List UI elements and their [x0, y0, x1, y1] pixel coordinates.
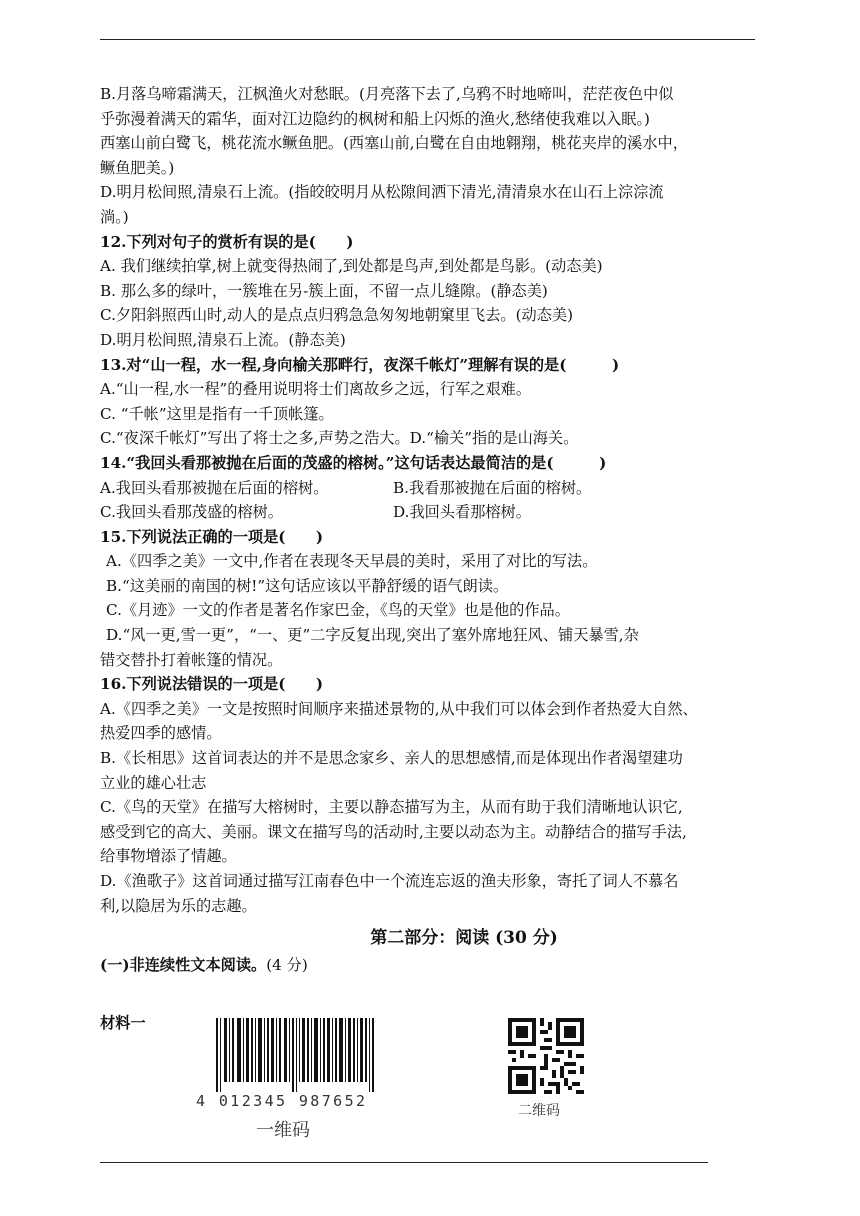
q12-option-d: D.明月松间照,清泉石上流。(静态美) [100, 330, 346, 349]
footer-rule [100, 1162, 708, 1163]
question-13: 13.对“山一程，水一程,身向榆关那畔行，夜深千帐灯”理解有误的是( ) [100, 355, 620, 374]
q12-option-a: A. 我们继续拍掌,树上就变得热闹了,到处都是鸟声,到处都是鸟影。(动态美) [100, 257, 603, 276]
q14-options-cd [100, 500, 768, 525]
option-b-line2: 乎弥漫着满天的霜华，面对江边隐约的枫树和船上闪烁的渔火,愁绪使我难以入眠。) [100, 109, 650, 128]
qr-code-image [508, 1018, 588, 1122]
barcode-caption: 一维码 [256, 1120, 310, 1141]
q16-option-d-line2: 利,以隐居为乐的志趣。 [100, 896, 257, 915]
q16-option-a-line1: A.《四季之美》一文是按照时间顺序来描述景物的,从中我们可以体会到作者热爱大自然、 [100, 699, 698, 718]
question-15: 15.下列说法正确的一项是( ) [100, 527, 324, 546]
q15-option-b: B.“这美丽的南国的树!”这句话应该以平静舒缓的语气朗读。 [106, 576, 509, 595]
barcode-digits: 4 012345 987652 [196, 1092, 368, 1110]
q16-option-b-line1: B.《长相思》这首词表达的并不是思念家乡、亲人的思想感情,而是体现出作者渴望建功 [100, 749, 683, 768]
subsection-heading [100, 953, 768, 978]
option-d-line2: 淌。) [100, 207, 129, 226]
q16-option-b-line2: 立业的雄心壮志 [100, 773, 207, 792]
question-16: 16.下列说法错误的一项是( ) [100, 675, 324, 694]
q14-option-d: D.我回头看那榕树。 [393, 503, 531, 522]
option-c-line2: 鳜鱼肥美。) [100, 158, 175, 177]
q15-option-a: A.《四季之美》一文中,作者在表现冬天早晨的美时，采用了对比的写法。 [106, 552, 598, 571]
qr-code-icon [508, 1018, 584, 1094]
q13-option-cd: C.“夜深千帐灯”写出了将士之多,声势之浩大。D.“榆关”指的是山海关。 [100, 429, 579, 448]
option-b-line1: B.月落乌啼霜满天，江枫渔火对愁眠。(月亮落下去了,乌鸦不时地啼叫，茫茫夜色中似 [100, 85, 674, 103]
q14-options-ab [100, 476, 768, 501]
subsection-heading-score: (4 分) [266, 955, 308, 974]
q16-option-a-line2: 热爱四季的感情。 [100, 724, 222, 743]
material-label: 材料一 [100, 1014, 146, 1032]
q14-option-a: A.我回头看那被抛在后面的榕树。 [100, 478, 329, 497]
question-14: 14.“我回头看那被抛在后面的茂盛的榕树。”这句话表达最简洁的是( ) [100, 453, 607, 472]
q16-option-c-line3: 给事物增添了情趣。 [100, 847, 237, 866]
q15-option-c: C.《月迹》一文的作者是著名作家巴金，《鸟的天堂》也是他的作品。 [106, 601, 570, 620]
subsection-heading-bold: (一)非连续性文本阅读。 [100, 955, 267, 974]
q13-option-b: C. “千帐”这里是指有一千顶帐篷。 [100, 404, 334, 423]
q14-option-b: B.我看那被抛在后面的榕树。 [393, 478, 592, 497]
q14-option-c: C.我回头看那茂盛的榕树。 [100, 503, 283, 522]
q12-option-c: C.夕阳斜照西山时,动人的是点点归鸦急急匆匆地朝窠里飞去。(动态美) [100, 306, 574, 325]
barcode-image [196, 1012, 406, 1144]
question-12: 12.下列对句子的赏析有误的是( ) [100, 232, 354, 251]
option-c-line1: 西塞山前白鹭飞，桃花流水鳜鱼肥。(西塞山前,白鹭在自由地翱翔，桃花夹岸的溪水中， [100, 134, 688, 153]
qr-caption: 二维码 [518, 1103, 560, 1119]
section-title: 第二部分：阅读 (30 分) [370, 928, 558, 949]
q15-option-d-line2: 错交替扑打着帐篷的情况。 [100, 650, 283, 669]
q16-option-d-line1: D.《渔歌子》这首词通过描写江南春色中一个流连忘返的渔夫形象，寄托了词人不慕名 [100, 872, 679, 890]
q16-option-c-line2: 感受到它的高大、美丽。课文在描写鸟的活动时,主要以动态为主。动静结合的描写手法, [100, 822, 687, 841]
barcode-icon [196, 1012, 406, 1092]
document-body [100, 82, 768, 977]
q16-option-c-line1: C.《鸟的天堂》在描写大榕树时，主要以静态描写为主，从而有助于我们清晰地认识它, [100, 798, 683, 817]
option-d-line1: D.明月松间照,清泉石上流。(指皎皎明月从松隙间洒下清光,清清泉水在山石上淙淙流 [100, 183, 664, 202]
q12-option-b: B. 那么多的绿叶，一簇堆在另-簇上面，不留一点儿缝隙。(静态美) [100, 281, 548, 300]
q13-option-a: A.“山一程,水一程”的叠用说明将士们离故乡之远，行军之艰难。 [100, 380, 532, 399]
header-rule [100, 39, 755, 40]
q15-option-d-line1: D.“风一更,雪一更”，“一、更”二字反复出现,突出了塞外席地狂风、铺天暴雪,杂 [106, 626, 639, 645]
